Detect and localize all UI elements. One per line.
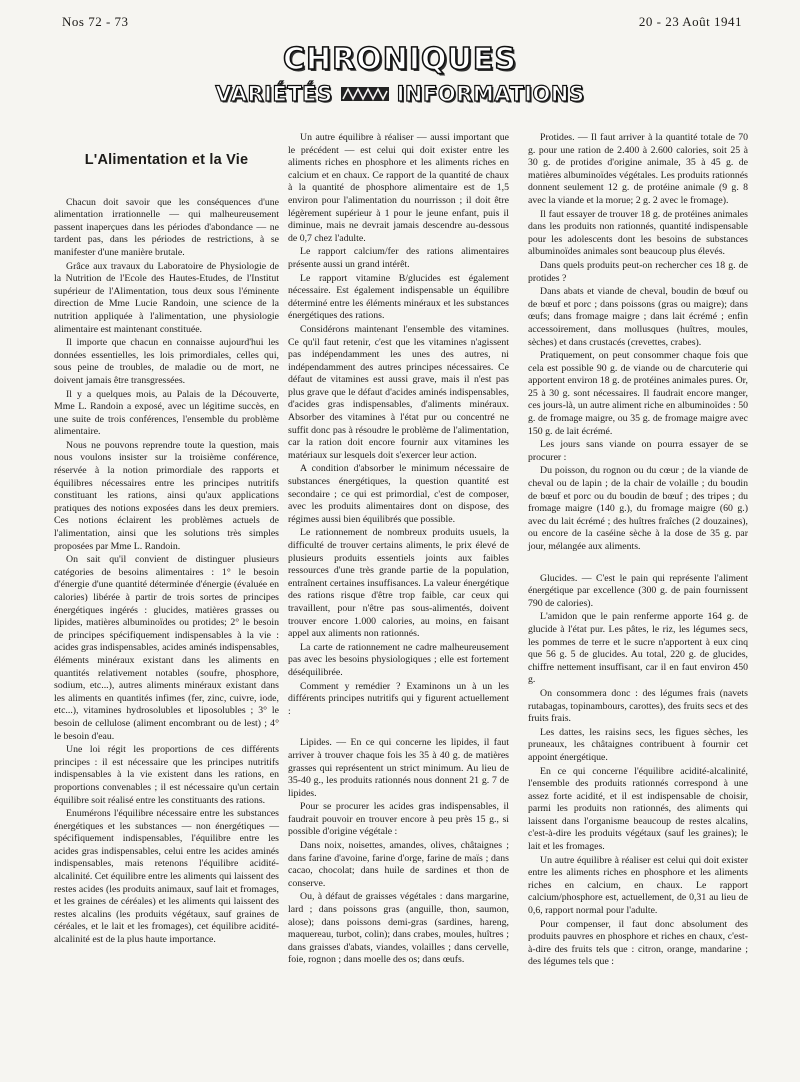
paragraph: Chacun doit savoir que les conséquences d'une alimentation irrationnelle — qui malheureusement passent inaperçues dans les périodes d'abondance — ne tardent pas, dans les périodes de restrictions, à se manifester d'une manière brutale.: [54, 196, 279, 258]
lipides-section: [288, 737, 509, 967]
masthead-subtitle: [0, 82, 800, 106]
column-1-paragraphs: [54, 197, 279, 947]
protides-section: [528, 132, 748, 554]
paragraph: Pour compenser, il faut donc absolument des produits pauvres en phosphore et riches en chaux, c'est-à-dire des fruits tels que : citron, orange, mandarine ; des légumes tels que :: [528, 918, 748, 968]
paragraph: On consommera donc : des légumes frais (navets rutabagas, topinambours, carottes), des fruits secs et des fruits frais.: [528, 687, 748, 725]
paragraph: La carte de rationnement ne cadre malheureusement pas avec les besoins physiologiques ; elle est fortement déséquilibrée.: [288, 641, 509, 678]
paragraph: En ce qui concerne l'équilibre acidité-alcalinité, l'ensemble des produits rationnés correspond à une assez forte acidité, et il est indispensable de choisir, parmi les produits non rationnés, des aliments qui laissent dans l'organisme beaucoup de restes alcalins, c'est-à-dire les produits végétaux (sauf les graines); le lait et les fromages.: [528, 765, 748, 853]
paragraph: Glucides. — C'est le pain qui représente l'aliment énergétique par excellence (300 g. de pain fournissent 790 de calories).: [528, 572, 748, 609]
paragraph: Le rationnement de nombreux produits usuels, la difficulté de trouver certains aliments, le prix élevé de plusieurs produits essentiels joints aux faibles ressources d'une très grande partie de la population, entraînent certaines insuffisances. La valeur énergétique des rations risque d'être trop faible, car ceux qui travaillent, pour n'être pas sous-alimentés, doivent trouver encore 1.000 calories, au moins, en faisant appel aux aliments non rationnés.: [288, 527, 509, 640]
issue-date: 20 - 23 Août 1941: [638, 14, 742, 29]
paragraph: Dans quels produits peut-on rechercher ces 18 g. de protides ?: [528, 259, 748, 284]
article-title: L'Alimentation et la Vie: [84, 152, 249, 168]
issue-number: Nos 72 - 73: [62, 14, 129, 29]
paragraph: Il y a quelques mois, au Palais de la Découverte, Mme L. Randoin a exposé, avec un légitime succès, en une suite de trois conférences, l'ensemble du problème alimentaire.: [54, 388, 279, 438]
masthead-right-word: INFORMATIONS: [396, 82, 585, 106]
paragraph: Protides. — Il faut arriver à la quantité totale de 70 g. pour une ration de 2.400 à 2.600 calories, soit 25 à 30 g. de protides d'origine animale, 35 à 45 g. de matières albuminoïdes végétales. Les produits rationnés donnent seulement 12 g. de protéine animale (9 g. 8 avec la viande et la morue; 2 g. 2 avec le fromage).: [528, 132, 748, 206]
paragraph: On sait qu'il convient de distinguer plusieurs catégories de besoins alimentaires : 1° le besoin d'énergie d'une quantité déterminée d'énergie (évaluée en calories) libérée à partir de trois sortes de principes énergétiques ingérés : glucides, matières grasses ou lipides, matières albuminoïdes ou protides; 2° le besoin de principes spécifiquement indispensables à la vie : acides gras indispensables, acides aminés indispensables, éléments minéraux existant dans les aliments en quantités relativement notables (soufre, phosphore, sodium, etc...), autres aliments minéraux existant dans les aliments en quantités infimes (fer, zinc, cuivre, iode, etc...), vitamines hydrosolubles et liposolubles ; 3° le besoin de cellulose (aliment encombrant ou de lest) ; 4° le besoin d'eau.: [54, 554, 279, 742]
paragraph: L'amidon que le pain renferme apporte 164 g. de glucide à l'état pur. Les pâtes, le riz, les légumes secs, les pommes de terre et le sucre n'apportent à eux cinq que 56 g. 5 de glucides. Au total, 220 g. de glucides, chiffre nettement insuffisant, car il en faut environ 450 g.: [528, 611, 748, 686]
column-2-paragraphs: [288, 132, 509, 718]
paragraph: Considérons maintenant l'ensemble des vitamines. Ce qu'il faut retenir, c'est que les vitamines n'agissent pas indépendamment les unes des autres, ni indépendamment des autres principes nécessaires. Ce défaut de vitamines est aussi grave, mais il n'est pas plus grave que le défaut d'acides aminés indispensables, d'acides gras indispensables, d'aliments minéraux. Absorber des vitamines à l'état pur ou concentré ne suffit donc pas à résoudre le problème de l'alimentation, car la ration doit encore fournir aux vitamines les matériaux sur lesquels doit s'exercer leur action.: [288, 323, 509, 461]
paragraph: Les dattes, les raisins secs, les figues sèches, les pruneaux, les châtaignes contribuent à fournir cet appoint énergétique.: [528, 726, 748, 763]
column-2: [288, 132, 509, 968]
paragraph: A condition d'absorber le minimum nécessaire de substances énergétiques, la question quantité est secondaire ; ce qui est primordial, c'est de composer, avec les produits alimentaires dont on dispose, des régimes aussi bien équilibrés que possible.: [288, 463, 509, 525]
paragraph: Pour se procurer les acides gras indispensables, il faudrait pouvoir en trouver encore à peu près 15 g., si possible d'origine végétale :: [288, 801, 509, 838]
paragraph: Les jours sans viande on pourra essayer de se procurer :: [528, 439, 748, 463]
paragraph: Grâce aux travaux du Laboratoire de Physiologie de la Nutrition de l'Ecole des Hautes-Etudes, de l'Institut supérieur de l'Alimentation, tous deux sous l'éminente direction de Mme Lucie Randoin, une science de la nutrition appliquée à l'alimentation, une physiologie alimentaire est maintenant constituée.: [54, 260, 279, 335]
paragraph: Enumérons l'équilibre nécessaire entre les substances énergétiques et les substances — non énergétiques — spécifiquement indispensables, l'équilibre entre les acides gras indispensables, celui entre les acides aminés indispensables, mais retenons l'équilibre acidité-alcalinité. Cet équilibre entre les aliments qui laissent des restes acides (les produits animaux, sauf lait et fromages, et les graines de céréales) et les aliments qui laissent des restes alcalins (les produits végétaux, sauf graines de céréales, et le lait et les fromages), cet équilibre acidité-alcalinité est de la plus haute importance.: [54, 808, 279, 946]
paragraph: Il importe que chacun en connaisse aujourd'hui les données essentielles, les lois primordiales, celles qui, sous peine de troubles, de maladie ou de mort, ne doivent jamais être transgressées.: [54, 337, 279, 386]
paragraph: Dans noix, noisettes, amandes, olives, châtaignes ; dans farine d'avoine, farine d'orge, farine de maïs ; dans cacao, chocolat; dans huile de sardines et thon de conserve.: [288, 840, 509, 889]
paragraph: Lipides. — En ce qui concerne les lipides, il faut arriver à trouver chaque fois les 35 à 40 g. de matières grasses qui représentent un strict minimum. Au lieu de 35-40 g., les produits rationnés nous donnent 21 g. 7 de lipides.: [288, 737, 509, 799]
paragraph: Pratiquement, on peut consommer chaque fois que cela est possible 90 g. de viande ou de charcuterie qui apportent environ 18 g. de protéines animales pures. Or, 25 à 30 g. sont nécessaires. Il faudrait encore manger, ces jours-là, un autre aliment riche en albuminoïdes : 50 g. de fromage maigre, ou 35 g. de fromage maigre avec 150 g. de lait écrémé.: [528, 350, 748, 437]
glucides-section: [528, 573, 748, 969]
paragraph: Une loi régit les proportions de ces différents principes : il est nécessaire que les principes nutritifs indispensables à la vie existent dans les rations, en proportions convenables ; il est nécessaire qu'un certain équilibre soit réalisé entre les constituants des rations.: [54, 744, 279, 806]
paragraph: Dans abats et viande de cheval, boudin de bœuf ou de bœuf et porc ; dans poissons (gras ou maigre); dans œufs; dans fromage maigre ; dans lait écrémé ; enfin accessoirement, dans mollusques (huîtres, moules, sèches) et dans crustacés (crevettes, crabes).: [528, 286, 748, 348]
paragraph: Il faut essayer de trouver 18 g. de protéines animales dans les produits non rationnés, quantité indispensable pour les adolescents dont les besoins de substances albuminoïdes animales sont beaucoup plus élevés.: [528, 208, 748, 258]
masthead-title: CHRONIQUES: [283, 42, 517, 77]
column-3: [528, 132, 748, 970]
paragraph: Comment y remédier ? Examinons un à un les différents principes nutritifs qui y figurent actuellement :: [288, 680, 509, 717]
paragraph: Nous ne pouvons reprendre toute la question, mais nous voulons insister sur la troisième conférence, réservée à la notion primordiale des rapports et équilibres nécessaires entre les principes nutritifs constituant les rations, ainsi qu'aux applications pratiques des notions exposées dans les deux premiers. Ces notions éclairent les problèmes actuels de l'alimentation, ainsi que les solutions très simples proposées par Mme L. Randoin.: [54, 439, 279, 552]
ornament-icon: [341, 87, 389, 101]
paragraph: Du poisson, du rognon ou du cœur ; de la viande de cheval ou de lapin ; de la chair de volaille ; du boudin de bœuf et porc ou du boudin de bœuf ; des tripes ; du fromage maigre (140 g.), du fromage maigre (60 g.) avec du lait écrémé ; des huîtres fraîches (2 douzaines), ou encore de la caséine sèche à la dose de 35 g. par jour, mélangée aux aliments.: [528, 465, 748, 552]
column-1: [54, 132, 279, 948]
paragraph: Ou, à défaut de graisses végétales : dans margarine, lard ; dans poissons gras (anguille, thon, saumon, alose); dans poissons demi-gras (sardines, hareng, maquereau, turbot, colin); dans crabes, moules, huîtres ; dans graisses d'abats, viandes, volailles ; dans cervelle, foie, rognon ; dans moelle des os; dans œufs.: [288, 891, 509, 966]
paragraph: Le rapport vitamine B/glucides est également nécessaire. Est également indispensable un équilibre déterminé entre les éléments minéraux et les substances énergétiques des rations.: [288, 272, 509, 322]
paragraph: Un autre équilibre à réaliser est celui qui doit exister entre les aliments riches en phosphore et les aliments riches en calcium, en chaux. Le rapport calcium/phosphore est, actuellement, de 0,31 au lieu de 0,6, rapport normal pour l'adulte.: [528, 854, 748, 917]
paragraph: Le rapport calcium/fer des rations alimentaires présente aussi un grand intérêt.: [288, 246, 509, 270]
masthead-left-word: VARIÉTÉS: [215, 82, 333, 106]
paragraph: Un autre équilibre à réaliser — aussi important que le précédent — est celui qui doit exister entre les aliments riches en phosphore et les aliments riches en calcium et en chaux. Ce rapport de la quantité de chaux à la quantité de phosphore alimentaire est de 1,5 environ pour l'alimentation du nourrisson ; il doit être légèrement supérieur à 1 pour le jeune enfant, puis il diminue, mais ne devrait jamais descendre au-dessous de 0,7 chez l'adulte.: [288, 132, 509, 244]
